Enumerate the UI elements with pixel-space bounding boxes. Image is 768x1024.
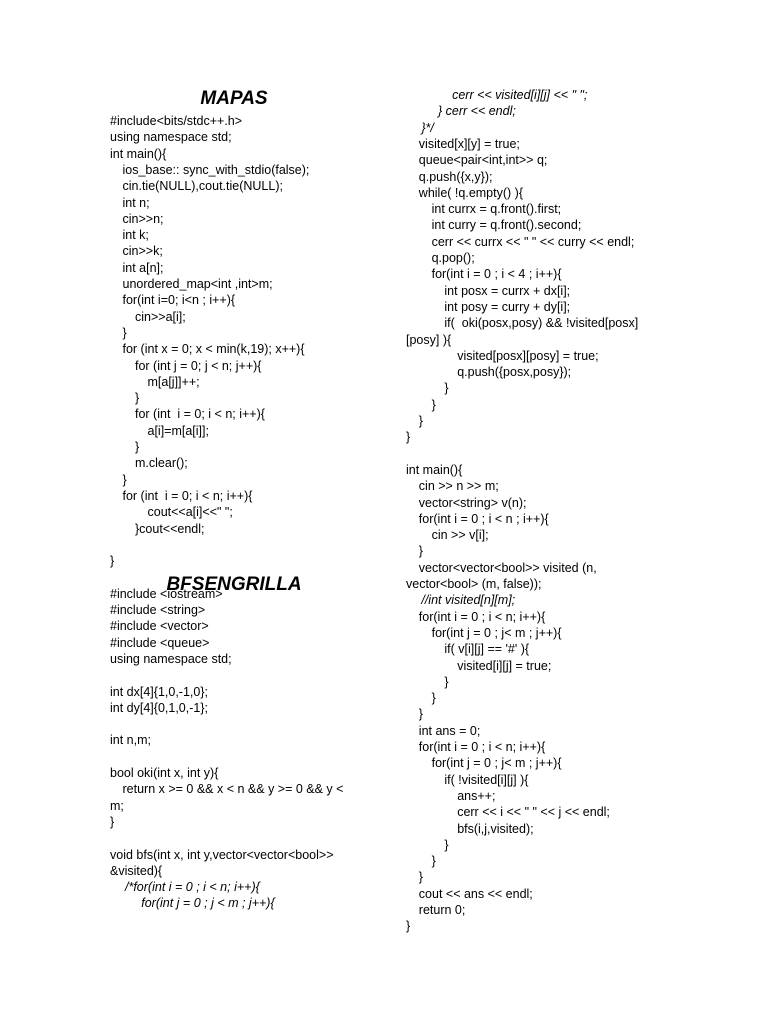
code-line: void bfs(int x, int y,vector<vector<bool>> [110, 847, 334, 862]
code-line: if( !visited[i][j] ){ [444, 772, 529, 787]
code-line: if( oki(posx,posy) && !visited[posx] [444, 316, 639, 331]
code-line: using namespace std; [110, 130, 232, 145]
code-line: } [418, 870, 423, 885]
code-line: } [444, 381, 449, 396]
code-line: int n,m; [110, 733, 151, 748]
code-line: vector<vector<bool>> visited (n, [418, 560, 597, 575]
code-line: } cerr << endl; [438, 104, 516, 119]
code-line: q.push({x,y}); [418, 169, 493, 184]
code-line: cout<<a[i]<<" "; [147, 505, 233, 520]
code-line: int posx = currx + dx[i]; [444, 283, 571, 298]
code-line: m[a[j]]++; [147, 374, 200, 389]
code-line: int a[n]; [122, 260, 164, 275]
code-line: ios_base:: sync_with_stdio(false); [122, 162, 310, 177]
code-line: m; [110, 798, 124, 813]
code-line: vector<bool> (m, false)); [406, 577, 542, 591]
code-line: #include<bits/stdc++.h> [110, 114, 243, 128]
code-line: for(int i = 0 ; i < n; i++){ [418, 609, 546, 624]
code-line: using namespace std; [110, 651, 232, 666]
code-line: } [431, 854, 436, 869]
code-line: int ans = 0; [418, 723, 481, 738]
code-line: cerr << i << " " << j << endl; [457, 805, 610, 820]
code-line: } [406, 919, 411, 934]
code-line: queue<pair<int,int>> q; [418, 153, 548, 168]
code-line: int dx[4]{1,0,-1,0}; [110, 684, 208, 699]
code-line: visited[x][y] = true; [418, 136, 520, 151]
code-line: unordered_map<int ,int>m; [122, 277, 273, 291]
code-line: cin.tie(NULL),cout.tie(NULL); [122, 179, 283, 194]
code-line: q.push({posx,posy}); [457, 365, 572, 380]
code-line: } [122, 472, 127, 487]
code-line: vector<string> v(n); [418, 495, 527, 510]
code-line: int main(){ [406, 462, 463, 477]
code-line: bfs(i,j,visited); [457, 821, 534, 836]
code-line: if( v[i][j] == '#' ){ [444, 642, 530, 657]
code-line: } [135, 391, 140, 406]
code-line: cin >> n >> m; [418, 479, 499, 494]
code-line: int dy[4]{0,1,0,-1}; [110, 700, 208, 715]
code-line: while( !q.empty() ){ [418, 185, 523, 200]
code-line: } [110, 814, 115, 829]
code-line: cerr << visited[i][j] << " "; [452, 88, 588, 102]
code-line: int posy = curry + dy[i]; [444, 299, 571, 314]
section-title-bfsengrilla: BFSENGRILLA [166, 574, 302, 595]
code-line: for (int x = 0; x < min(k,19); x++){ [122, 342, 305, 357]
code-line: for(int j = 0 ; j< m ; j++){ [431, 625, 562, 640]
code-line: return 0; [418, 903, 466, 917]
code-line: } [418, 707, 423, 722]
code-line: #include <string> [110, 603, 206, 617]
code-line: int k; [122, 228, 149, 243]
code-line: #include <queue> [110, 635, 210, 650]
code-line: q.pop(); [431, 251, 475, 265]
code-line: } [418, 414, 423, 428]
code-line: }cout<<endl; [135, 521, 205, 536]
code-line: #include <iostream> [110, 586, 223, 601]
code-line: visited[i][j] = true; [457, 658, 552, 673]
code-line: } [431, 397, 436, 412]
code-line: //int visited[n][m]; [421, 593, 516, 608]
code-line: for (int i = 0; i < n; i++){ [135, 407, 265, 422]
code-line: }*/ [421, 120, 434, 135]
section-title-mapas: MAPAS [200, 88, 268, 109]
code-line: for(int j = 0 ; j < m ; j++){ [141, 896, 275, 911]
code-line: visited[posx][posy] = true; [457, 348, 599, 363]
code-line: /*for(int i = 0 ; i < n; i++){ [125, 880, 260, 895]
code-line: cerr << currx << " " << curry << endl; [431, 234, 635, 249]
code-line: } [406, 430, 411, 445]
code-line: for(int i = 0 ; i < 4 ; i++){ [431, 267, 562, 282]
code-line: } [418, 544, 423, 559]
code-line: } [110, 554, 115, 569]
code-line: for(int i = 0 ; i < n; i++){ [418, 740, 546, 754]
code-line: int n; [122, 195, 150, 210]
code-line: cin>>k; [122, 244, 163, 259]
code-line: int currx = q.front().first; [431, 202, 562, 217]
code-line: for(int i = 0 ; i < n ; i++){ [418, 511, 549, 526]
code-line: cin>>a[i]; [135, 309, 186, 324]
code-line: for(int j = 0 ; j< m ; j++){ [431, 756, 562, 771]
code-line: cout << ans << endl; [418, 886, 533, 901]
code-line: a[i]=m[a[i]]; [147, 423, 209, 438]
code-line: #include <vector> [110, 619, 209, 634]
code-line: cin >> v[i]; [431, 528, 489, 543]
code-line: int main(){ [110, 146, 167, 161]
code-line: for (int i = 0; i < n; i++){ [122, 488, 253, 503]
code-line: m.clear(); [135, 456, 188, 471]
code-line: for(int i=0; i<n ; i++){ [122, 293, 236, 308]
code-line: for (int j = 0; j < n; j++){ [135, 358, 262, 373]
code-line: } [431, 691, 436, 706]
code-line: [posy] ){ [406, 332, 452, 347]
code-line: } [135, 440, 140, 454]
code-line: ans++; [457, 788, 496, 803]
code-line: return x >= 0 && x < n && y >= 0 && y < [122, 782, 344, 797]
code-line: } [444, 837, 449, 852]
code-line: cin>>n; [122, 211, 164, 226]
code-line: bool oki(int x, int y){ [110, 766, 219, 780]
code-line: } [122, 325, 127, 340]
code-line: int curry = q.front().second; [431, 218, 582, 233]
code-line: } [444, 674, 449, 689]
code-line: &visited){ [110, 863, 163, 878]
